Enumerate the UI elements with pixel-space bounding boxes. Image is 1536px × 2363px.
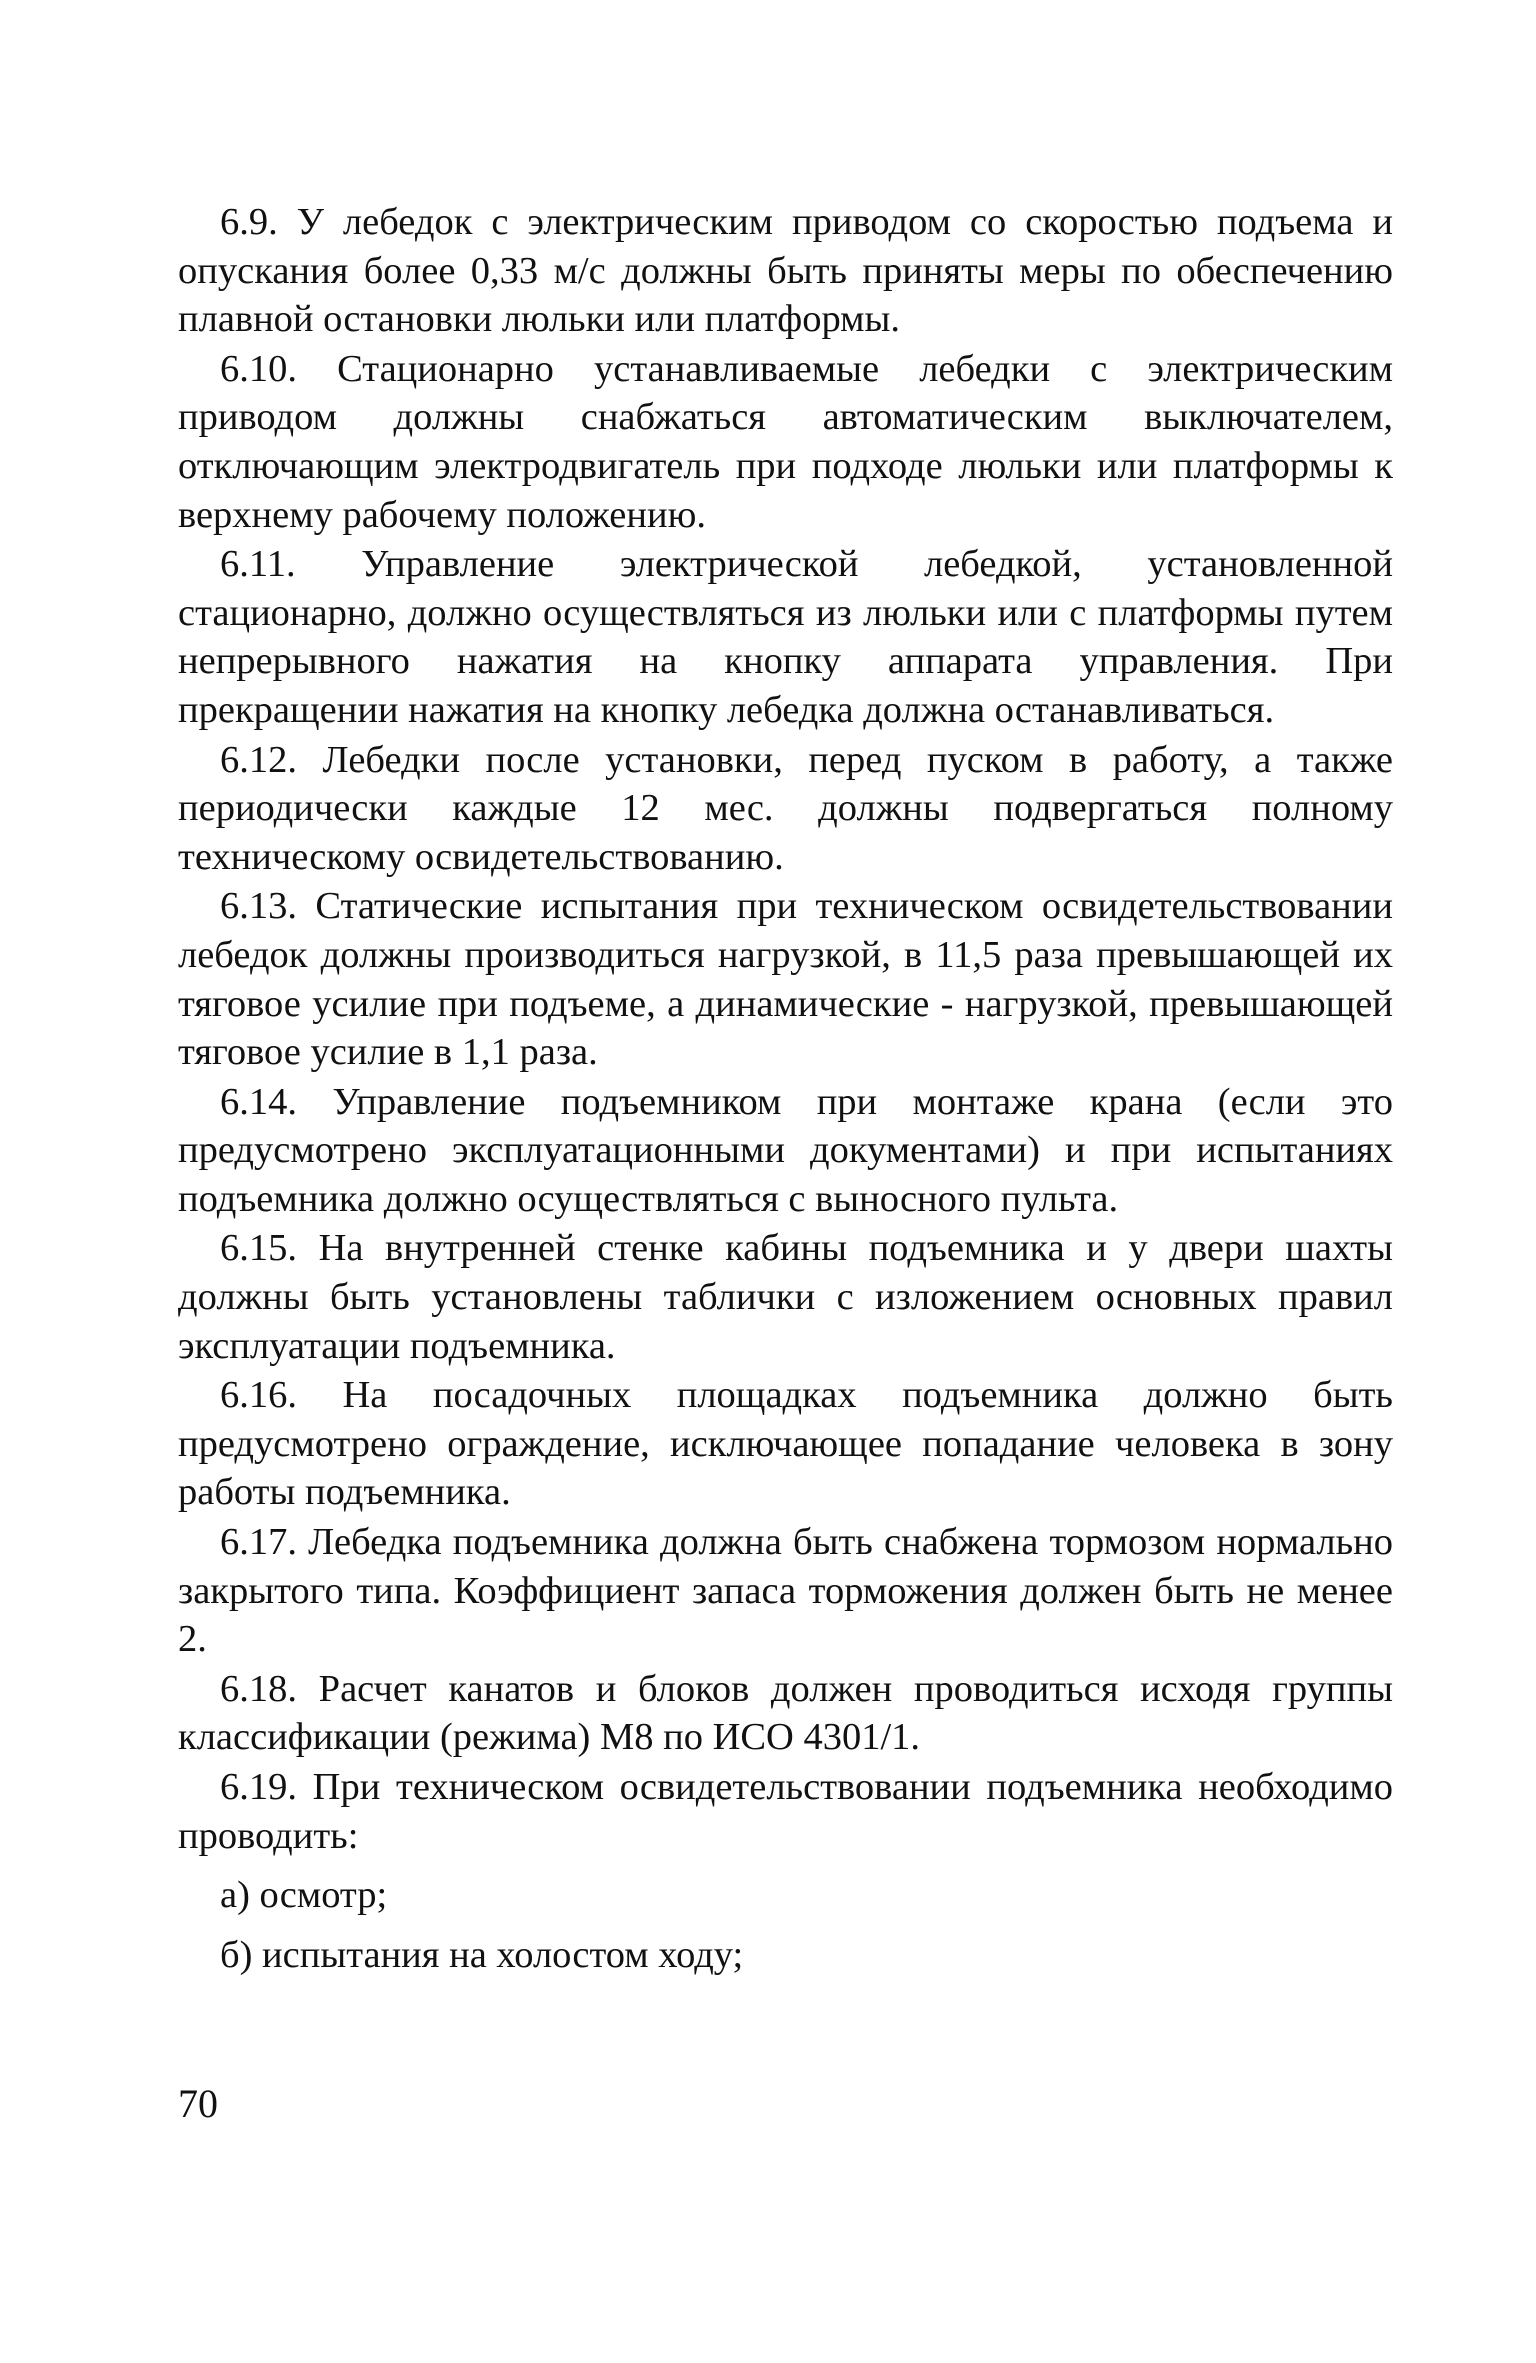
paragraph-6-17: 6.17. Лебедка подъемника должна быть снабжена тормозом нормально закрытого типа. Коэффициент запаса торможения должен быть не менее 2. [178, 1521, 1393, 1661]
paragraph-6-15: 6.15. На внутренней стенке кабины подъемника и у двери шахты должны быть установлены таблички с изложением основных правил эксплуатации подъемника. [178, 1227, 1393, 1367]
paragraph-6-19: 6.19. При техническом освидетельствовании подъемника необходимо проводить: [178, 1766, 1393, 1857]
paragraph-6-12: 6.12. Лебедки после установки, перед пуском в работу, а также периодически каждые 12 мес. должны подвергаться полному техническому освидетельствованию. [178, 738, 1393, 878]
list-item-b: б) испытания на холостом ходу; [220, 1933, 744, 1976]
paragraph-6-9: 6.9. У лебедок с электрическим приводом со скоростью подъема и опускания более 0,33 м/с должны быть приняты меры по обеспечению плавной остановки люльки или платформы. [178, 201, 1393, 341]
paragraph-6-13: 6.13. Статические испытания при техническом освидетельствовании лебедок должны производиться нагрузкой, в 11,5 раза превышающей их тяговое усилие при подъеме, а динамические - нагрузкой, превышающей тяговое усилие в 1,1 раза. [178, 885, 1393, 1074]
body-text [178, 198, 1393, 1979]
list-item-a: а) осмотр; [220, 1874, 388, 1917]
paragraph-6-18: 6.18. Расчет канатов и блоков должен проводиться исходя группы классификации (режима) М8 по ИСО 4301/1. [178, 1667, 1393, 1759]
paragraph-6-11: 6.11. Управление электрической лебедкой, установленной стационарно, должно осуществляться из люльки или с платформы путем непрерывного нажатия на кнопку аппарата управления. При прекращении нажатия на кнопку лебедка должна останавливаться. [178, 543, 1393, 731]
paragraph-6-14: 6.14. Управление подъемником при монтаже крана (если это предусмотрено эксплуатационными документами) и при испытаниях подъемника должно осуществляться с выносного пульта. [178, 1080, 1393, 1220]
paragraph-6-10: 6.10. Стационарно устанавливаемые лебедки с электрическим приводом должны снабжаться автоматическим выключателем, отключающим электродвигатель при подходе люльки или платформы к верхнему рабочему положению. [178, 347, 1393, 536]
paragraph-6-16: 6.16. На посадочных площадках подъемника должно быть предусмотрено ограждение, исключающее попадание человека в зону работы подъемника. [178, 1374, 1393, 1514]
page-number: 70 [178, 2081, 218, 2126]
